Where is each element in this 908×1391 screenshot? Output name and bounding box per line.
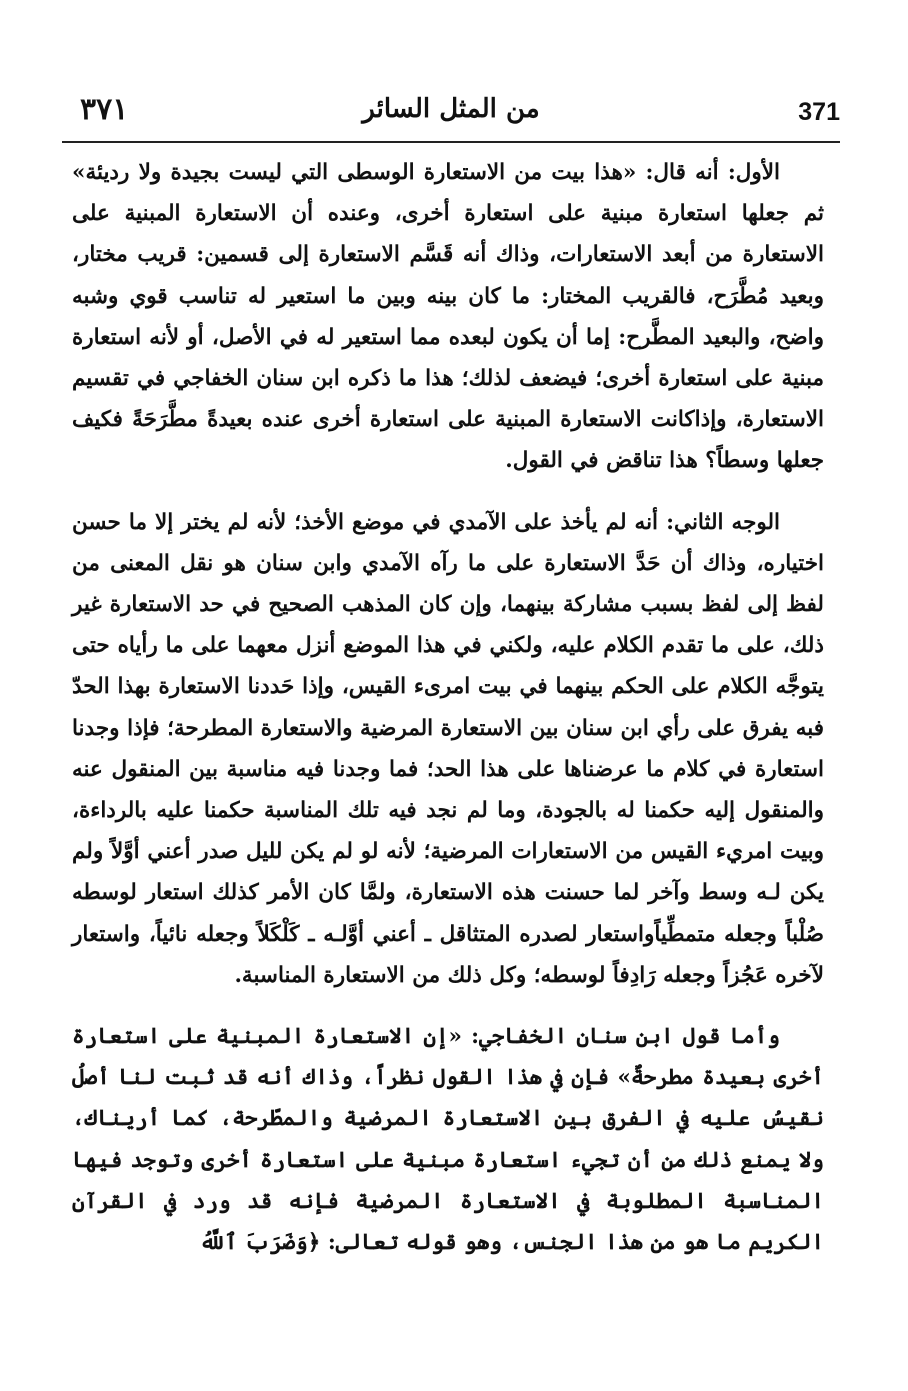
header-rule	[62, 141, 840, 143]
page-header	[60, 92, 842, 138]
paragraph-first-point: الأول: أنه قال: «هذا بيت من الاستعارة الوسطى التي ليست بجيدة ولا رديئة» ثم جعلها استعارة مبنية على استعارة أخرى، وعنده أن الاستعارة المبنية على الاستعارة من أبعد الاستعارات، وذاك أنه قَسَّم الاستعارة إلى قسمين: قريب مختار، وبعيد مُطَّرَح، فالقريب المختار: ما كان بينه وبين ما استعير له تناسب قوي وشبه واضح، والبعيد المطَّرح: إما أن يكون لبعده مما استعير له في الأصل، أو لأنه استعارة مبنية على استعارة أخرى؛ فيضعف لذلك؛ هذا ما ذكره ابن سنان الخفاجي في تقسيم الاستعارة، وإذاكانت الاستعارة المبنية على استعارة أخرى عنده بعيدةً مطَّرَحَةً فكيف جعلها وسطاً؟ هذا تناقض في القول.	[72, 160, 824, 474]
running-title: من المثل السائر	[362, 94, 540, 124]
page-number-latin: 371	[798, 98, 840, 126]
page-number-arabic: ٣٧١	[80, 92, 129, 127]
paragraph-second-point: الوجه الثاني: أنه لم يأخذ على الآمدي في موضع الأخذ؛ لأنه لم يختر إلا ما حسن اختياره، وذاك أن حَدَّ الاستعارة على ما رآه الآمدي وابن سنان هو نقل المعنى من لفظ إلى لفظ بسبب مشاركة بينهما، وإن كان المذهب الصحيح في حد الاستعارة غير ذلك، على ما تقدم الكلام عليه، ولكني في هذا الموضع أنزل معهما على ما رأياه حتى يتوجَّه الكلام على الحكم بينهما في بيت امرىء القيس، وإذا حَددنا الاستعارة بهذا الحدّ فبه يفرق على رأي ابن سنان بين الاستعارة المرضية والاستعارة المطرحة؛ فإذا وجدنا استعارة في كلام ما عرضناها على هذا الحد؛ فما وجدنا فيه مناسبة بين المنقول عنه والمنقول إليه حكمنا له بالجودة، وما لم نجد فيه تلك المناسبة حكمنا عليه بالرداءة، وبيت امريء القيس من الاستعارات المرضية؛ لأنه لو لم يكن لليل صدر أعني أوَّلاً ولم يكن لـه وسط وآخر لما حسنت هذه الاستعارة، ولمَّا كان الأمر كذلك استعار لوسطه صُلْباً وجعله متمطِّياًواستعار لصدره المتثاقل ـ أعني أوَّلـه ـ كَلْكَلاً وجعله نائياً، واستعار لآخره عَجُزاً وجعله رَادِفاً لوسطه؛ وكل ذلك من الاستعارة المناسبة.	[72, 509, 824, 988]
body-text	[72, 152, 824, 1263]
paragraph-ibn-sinan-rebuttal: وأما قول ابن سنان الخفاجي: «إن الاستعارة المبنية على استعارة أخرى بعيدة مطرحةٌ» فإن في هذا القول نظراً، وذاك أنه قد ثبت لنا أصلُ نقيسُ عليه في الفرق بين الاستعارة المرضية والمطّرحة، كما أريناك، ولا يمنع ذلك من أن تجيء استعارة مبنية على استعارة أخرى وتوجد فيها المناسبة المطلوبة في الاستعارة المرضية فإنه قد ورد في القرآن الكريم ما هو من هذا الجنس، وهو قوله تعالى: ﴿وَضَرَبَ ٱللَّهُ	[72, 1024, 824, 1256]
